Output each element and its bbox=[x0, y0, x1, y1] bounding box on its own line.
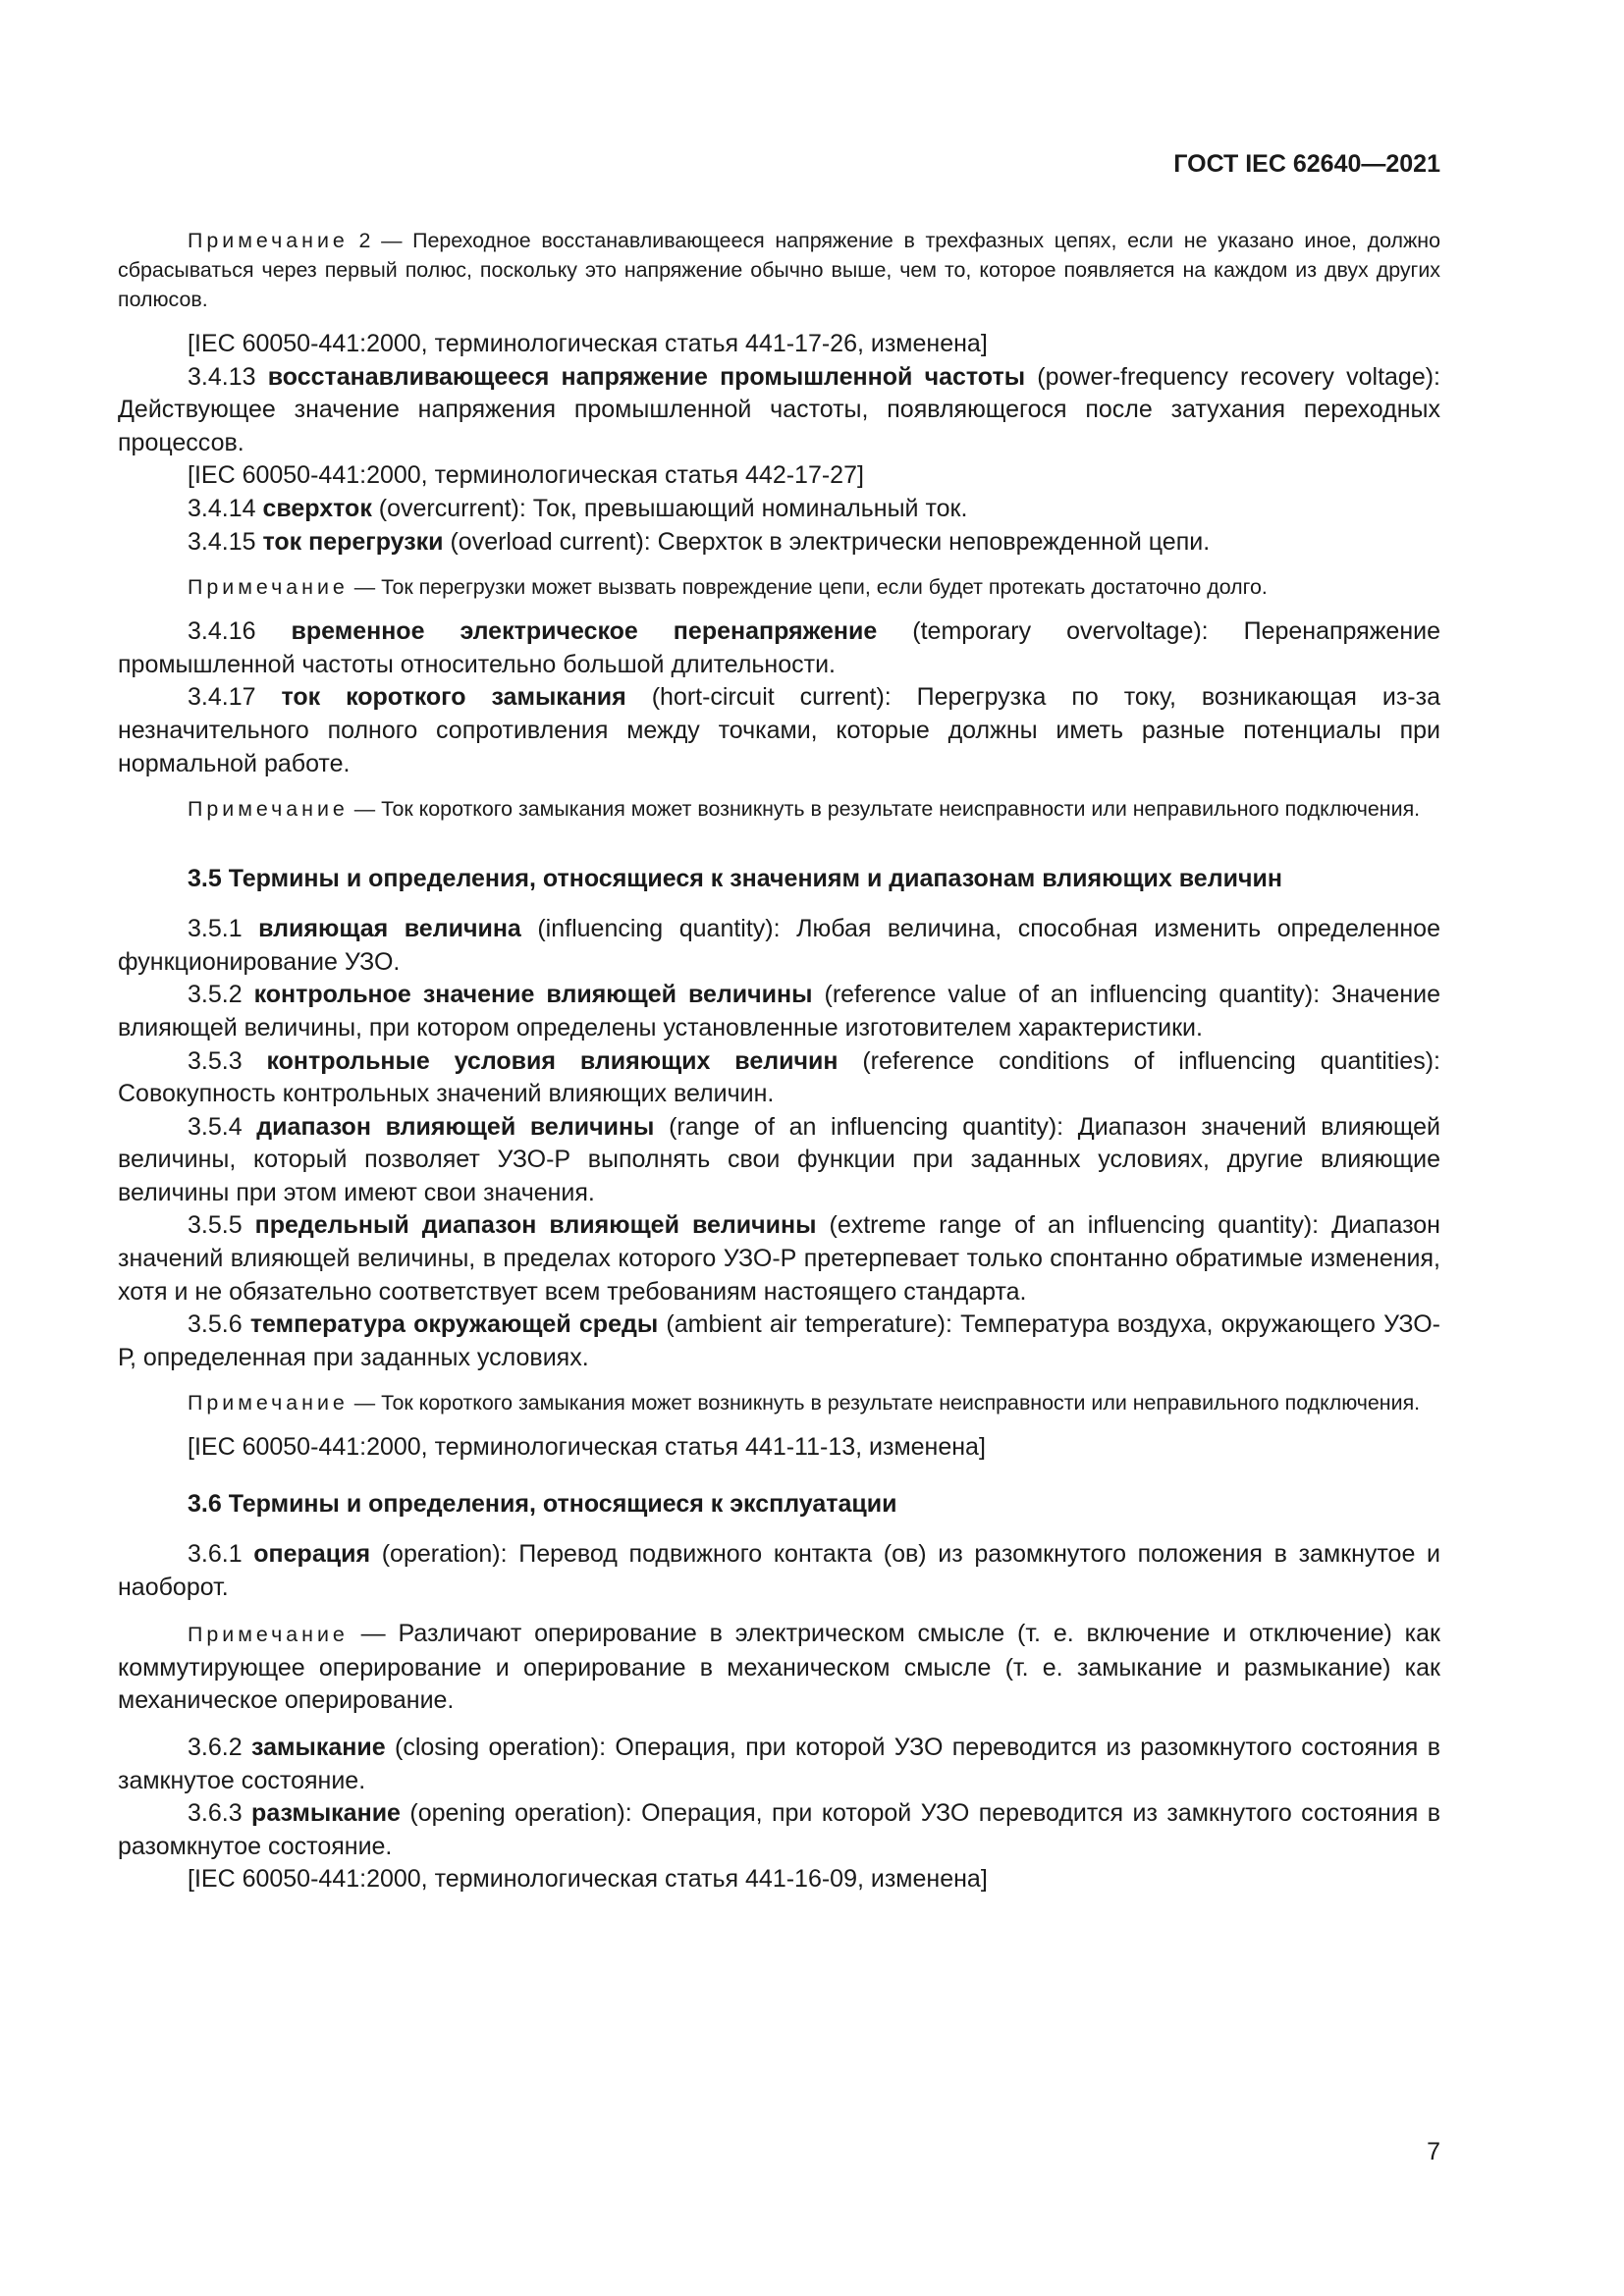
term-definition: (hort-circuit current): Перегрузка по току, возникающая из-за незначительного полного сопротивления между точками, которые должны иметь разные потенциалы при нормальной работе. bbox=[118, 683, 1440, 777]
term-3-4-14 bbox=[118, 493, 1440, 526]
term-3-6-3 bbox=[118, 1797, 1440, 1863]
term-name: температура окружающей среды bbox=[249, 1310, 659, 1339]
note-4 bbox=[118, 794, 1440, 824]
note-text: — Различают оперирование в электрическом смысле (т. е. включение и отключение) как коммутирующее оперирование и оперирование в механическом смысле (т. е. замыкание и размыкание) как механическое оперирование. bbox=[118, 1620, 1440, 1715]
note-text: — Ток короткого замыкания может возникнуть в результате неисправности или неправильного подключения. bbox=[348, 797, 1421, 822]
term-name: замыкание bbox=[250, 1734, 386, 1761]
term-number: 3.4.13 bbox=[188, 362, 268, 391]
term-number: 3.5.5 bbox=[188, 1211, 255, 1240]
term-name: влияющая величина bbox=[258, 915, 521, 943]
term-number: 3.4.14 bbox=[188, 494, 263, 522]
term-3-4-13 bbox=[118, 361, 1440, 460]
note-label: Примечание bbox=[188, 1391, 349, 1415]
term-definition: (overload current): Сверхток в электрически неповрежденной цепи. bbox=[443, 527, 1211, 556]
page-content bbox=[118, 226, 1440, 1896]
term-number: 3.6.2 bbox=[188, 1734, 251, 1761]
term-definition: (range of an influencing quantity): Диапазон значений влияющей величины, который позволяет УЗО-Р выполнять свои функции при заданных условиях, другие влияющие величины при этом имеют свои значения. bbox=[118, 1112, 1440, 1206]
term-definition: (temporary overvoltage): Перенапряжение промышленной частоты относительно большой длительности. bbox=[118, 617, 1440, 678]
reference-2: [IEC 60050-441:2000, терминологическая статья 442-17-27] bbox=[188, 461, 864, 490]
term-name: диапазон влияющей величины bbox=[256, 1112, 655, 1141]
note-2 bbox=[118, 226, 1440, 314]
note-label: Примечание bbox=[188, 575, 349, 600]
term-name: контрольные условия влияющих величин bbox=[266, 1046, 839, 1075]
note-number: 2 bbox=[348, 229, 371, 252]
term-name: предельный диапазон влияющей величины bbox=[254, 1211, 817, 1240]
section-heading-3-5: 3.5 Термины и определения, относящиеся к значениям и диапазонам влияющих величин bbox=[188, 865, 1282, 893]
note-label: Примечание bbox=[188, 1623, 349, 1647]
page-number: 7 bbox=[1427, 2138, 1440, 2165]
term-number: 3.6.1 bbox=[188, 1540, 254, 1569]
term-3-5-3 bbox=[118, 1045, 1440, 1111]
reference-3: [IEC 60050-441:2000, терминологическая статья 441-11-13, изменена] bbox=[188, 1433, 986, 1462]
term-3-5-2 bbox=[118, 979, 1440, 1044]
term-3-6-1 bbox=[118, 1538, 1440, 1604]
term-name: операция bbox=[253, 1540, 371, 1569]
term-3-5-4 bbox=[118, 1111, 1440, 1210]
term-number: 3.5.6 bbox=[188, 1310, 250, 1339]
term-3-4-17 bbox=[118, 681, 1440, 780]
section-heading-3-6: 3.6 Термины и определения, относящиеся к эксплуатации bbox=[188, 1490, 897, 1519]
term-number: 3.4.16 bbox=[188, 617, 292, 646]
term-definition: (closing operation): Операция, при которой УЗО переводится из разомкнутого состояния в замкнутое состояние. bbox=[118, 1734, 1440, 1794]
term-definition: (reference value of an influencing quantity): Значение влияющей величины, при котором определены установленные изготовителем характеристики. bbox=[118, 981, 1440, 1041]
term-definition: (power-frequency recovery voltage): Действующее значение напряжения промышленной частоты, появляющегося после затухания переходных процессов. bbox=[118, 362, 1441, 456]
term-number: 3.6.3 bbox=[188, 1799, 252, 1828]
term-definition: (reference conditions of influencing quantities): Совокупность контрольных значений влияющих величин. bbox=[118, 1046, 1440, 1108]
term-definition: (ambient air temperature): Температура воздуха, окружающего УЗО-Р, определенная при заданных условиях. bbox=[118, 1310, 1440, 1371]
term-number: 3.4.15 bbox=[188, 527, 263, 556]
term-definition: (overcurrent): Ток, превышающий номинальный ток. bbox=[371, 494, 968, 522]
note-text: — Ток короткого замыкания может возникнуть в результате неисправности или неправильного подключения. bbox=[348, 1391, 1421, 1415]
term-3-5-5 bbox=[118, 1209, 1440, 1308]
standard-designation: ГОСТ IEC 62640—2021 bbox=[1173, 150, 1440, 178]
term-name: временное электрическое перенапряжение bbox=[291, 617, 878, 646]
term-number: 3.5.2 bbox=[188, 981, 254, 1009]
term-name: сверхток bbox=[262, 494, 372, 522]
term-definition: (influencing quantity): Любая величина, способная изменить определенное функционирование УЗО. bbox=[118, 915, 1440, 976]
term-number: 3.5.3 bbox=[188, 1046, 267, 1075]
note-label: Примечание bbox=[188, 797, 349, 822]
note-text: — Ток перегрузки может вызвать повреждение цепи, если будет протекать достаточно долго. bbox=[348, 575, 1268, 600]
term-name: ток перегрузки bbox=[262, 527, 444, 556]
reference-4: [IEC 60050-441:2000, терминологическая статья 441-16-09, изменена] bbox=[188, 1865, 988, 1894]
term-name: ток короткого замыкания bbox=[281, 683, 626, 712]
note-text: — Переходное восстанавливающееся напряжение в трехфазных цепях, если не указано иное, должно сбрасываться через первый полюс, поскольку это напряжение обычно выше, чем то, которое появляется на каждом из двух других полюсов. bbox=[118, 229, 1441, 311]
reference-1: [IEC 60050-441:2000, терминологическая статья 441-17-26, изменена] bbox=[188, 330, 988, 357]
term-3-5-1 bbox=[118, 913, 1440, 979]
term-definition: (opening operation): Операция, при которой УЗО переводится из замкнутого состояния в разомкнутое состояние. bbox=[118, 1799, 1440, 1860]
term-3-6-2 bbox=[118, 1732, 1440, 1797]
term-3-4-16 bbox=[118, 615, 1440, 681]
term-number: 3.5.1 bbox=[188, 915, 259, 943]
term-name: восстанавливающееся напряжение промышленной частоты bbox=[267, 362, 1026, 391]
note-label: Примечание bbox=[188, 229, 349, 252]
term-3-4-15 bbox=[118, 526, 1440, 560]
note-3 bbox=[118, 572, 1440, 602]
term-number: 3.4.17 bbox=[188, 683, 282, 712]
term-number: 3.5.4 bbox=[188, 1112, 257, 1141]
note-5 bbox=[118, 1388, 1440, 1417]
note-6 bbox=[118, 1618, 1440, 1718]
term-definition: (extreme range of an influencing quantity): Диапазон значений влияющей величины, в пределах которого УЗО-Р претерпевает только спонтанно обратимые изменения, хотя и не обязательно соответствует всем требованиям настоящего стандарта. bbox=[118, 1211, 1440, 1306]
term-3-5-6 bbox=[118, 1308, 1440, 1374]
term-name: контрольное значение влияющей величины bbox=[253, 981, 813, 1009]
term-name: размыкание bbox=[251, 1799, 401, 1828]
term-definition: (operation): Перевод подвижного контакта (ов) из разомкнутого положения в замкнутое и наоборот. bbox=[118, 1540, 1440, 1601]
